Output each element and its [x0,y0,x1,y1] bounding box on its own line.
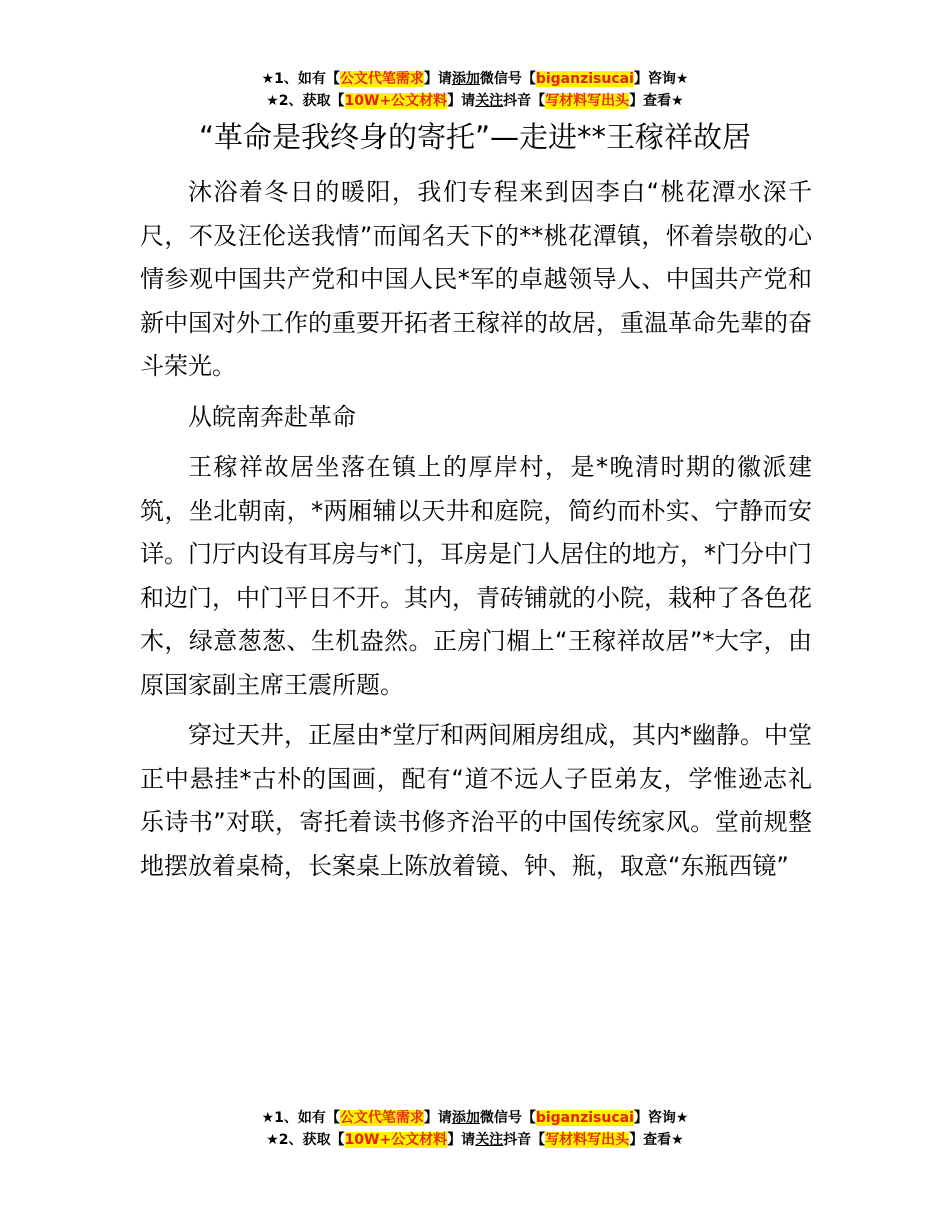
bottom-promo-banner [0,1107,950,1151]
promo-text: 抖音【 [503,93,546,109]
promo-highlight: 写材料写出头 [545,93,630,109]
promo-line-2 [0,90,950,112]
promo-highlight: 10W+公文材料 [344,93,448,109]
promo-highlight: 公文代笔需求 [339,1110,424,1126]
promo-emphasis: 添加 [451,1110,480,1126]
promo-text: ★2、获取【 [266,93,345,109]
promo-text: 】查看★ [629,93,684,109]
promo-text: ★1、如有【 [261,1110,340,1126]
promo-highlight: 公文代笔需求 [339,71,424,87]
top-promo-banner [0,68,950,112]
promo-text: 】咨询★ [633,71,689,87]
paragraph: 沐浴着冬日的暖阳，我们专程来到因李白“桃花潭水深千尺，不及汪伦送我情”而闻名天下的**桃花潭镇，怀着崇敬的心情参观中国共产党和中国人民*军的卓越领导人、中国共产党和新中国对外工作的重要开拓者王稼祥的故居，重温革命先辈的奋斗荣光。 [140,178,812,380]
section-heading: 从皖南奔赴革命 [188,402,356,431]
promo-text: 微信号【 [479,71,536,87]
promo-text: ★2、获取【 [266,1132,345,1148]
promo-line-1 [0,68,950,90]
promo-emphasis: 关注 [475,93,504,109]
promo-text: 】咨询★ [633,1110,689,1126]
promo-text: 】请 [447,1132,476,1148]
promo-text: ★1、如有【 [261,71,340,87]
promo-highlight: biganzisucai [535,1110,634,1126]
promo-emphasis: 添加 [451,71,480,87]
promo-emphasis: 关注 [475,1132,504,1148]
promo-text: 抖音【 [503,1132,546,1148]
promo-highlight: 10W+公文材料 [344,1132,448,1148]
promo-text: 】请 [423,71,452,87]
article-body [140,171,812,895]
promo-highlight: biganzisucai [535,71,634,87]
promo-text: 微信号【 [479,1110,536,1126]
promo-line-1 [0,1107,950,1129]
promo-text: 】请 [447,93,476,109]
paragraph: 王稼祥故居坐落在镇上的厚岸村，是*晚清时期的徽派建筑，坐北朝南，*两厢辅以天井和庭院，简约而朴实、宁静而安详。门厅内设有耳房与*门，耳房是门人居住的地方，*门分中门和边门，中门平日不开。其内，青砖铺就的小院，栽种了各色花木，绿意葱葱、生机盎然。正房门楣上“王稼祥故居”*大字，由原国家副主席王震所题。 [140,453,812,699]
promo-line-2 [0,1129,950,1151]
paragraph: 穿过天井，正屋由*堂厅和两间厢房组成，其内*幽静。中堂正中悬挂*古朴的国画，配有“道不远人子臣弟友，学惟逊志礼乐诗书”对联，寄托着读书修齐治平的中国传统家风。堂前规整地摆放着桌椅，长案桌上陈放着镜、钟、瓶，取意“东瓶西镜” [140,721,812,880]
promo-highlight: 写材料写出头 [545,1132,630,1148]
article-title: “革命是我终身的寄托”—走进**王稼祥故居 [198,120,752,154]
promo-text: 】请 [423,1110,452,1126]
promo-text: 】查看★ [629,1132,684,1148]
